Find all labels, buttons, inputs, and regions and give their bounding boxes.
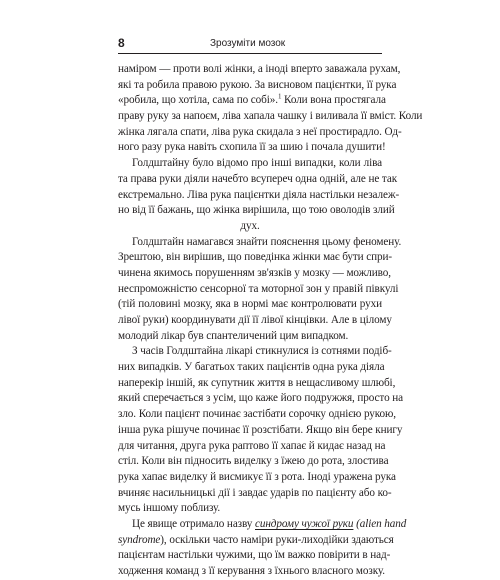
text-line: який сперечається з усім, що каже його подружжя, просто на [118,392,404,405]
text-fragment: «робила, що хотіла, сама по собі». [118,94,278,107]
term-latin-continued: syndrome [118,533,161,546]
text-line: дух. [240,219,260,232]
running-title: Зрозуміти мозок [210,38,286,49]
text-line: Зрештою, він вирішив, що поведінка жінки має бути спри- [118,251,393,264]
text-line: зло. Коли пацієнт починає застібати сорочку однією рукою, [118,408,396,421]
text-line: молодий лікар був спантеличений цим випадком. [118,329,349,342]
text-line: Голдштайн намагався знайти пояснення цьому феномену. [132,235,402,248]
text-line: для читання, друга рука раптово її хапає й кидає назад на [118,439,386,452]
text-line: наперекір іншій, як супутник життя в нещасливому шлюбі, [118,376,396,389]
paragraph-3 [118,235,402,345]
text-line [118,92,386,109]
text-fragment: ), оскільки часто наміри руки-лиходійки здаються [160,533,394,546]
text-line: неспроможністю сенсорної та моторної зон у правій півкулі [118,282,399,295]
term-alien-hand-syndrome: синдрому чужої руки [255,517,354,530]
text-line [118,517,407,533]
text-line: них випадків. У багатьох таких пацієнтів одна рука діяла [118,361,385,374]
paragraph-5 [118,517,407,580]
text-line: наміром — проти волі жінки, а іноді вперто заважала рухам, [118,63,401,75]
text-line: но від її бажань, що жінка вирішила, що тою оволодів злий [118,204,395,217]
text-line: мусь іншому поблизу. [118,502,221,515]
text-line: екстремально. Ліва рука пацієнтки діяла настільки незалеж- [118,188,400,201]
text-fragment: Це явище отримало назву [132,517,255,530]
text-line: які та робила правою рукою. За висновом пацієнтки, її рука [118,78,397,91]
text-line: Голдштайну було відомо про інші випадки, коли ліва [132,157,382,170]
text-line: чинена якимось порушенням зв'язків у мозку — можливо, [118,266,391,279]
body-text [118,62,423,580]
paragraph-1 [118,62,423,156]
page-number: 8 [118,36,125,50]
text-line: інша рука рішуче починає її розстібати. Якщо він бере книгу [118,423,403,436]
paragraph-4 [118,344,404,517]
text-line: рука хапає виделку й висмикує її з рота. Іноді уражена рука [118,470,396,483]
text-fragment: Коли вона простягала [281,94,386,107]
text-line: З часів Голдштайна лікарі стикнулися із сотнями подіб- [132,345,392,358]
text-line: та права руки діяли начебто всупереч одна одній, але не так [118,172,398,185]
text-line: стіл. Коли він підносить виделку з їжею до рота, злостива [118,455,389,468]
paragraph-2 [118,156,400,234]
term-latin: (alien hand [353,517,407,530]
text-line [118,533,394,549]
text-line: ного разу рука навіть схопила її за шию і почала душити! [118,141,386,154]
text-line: лівої руки) координувати дії її лівої кінцівки. Але в цілому [118,314,392,326]
footnote-marker[interactable]: 1 [277,92,282,101]
text-line: ходження команд з її керування з їхнього власного мозку. [118,565,385,577]
text-line: (тій половині мозку, яка в нормі має контролювати рухи [118,298,382,311]
text-line: жінка лягала спати, ліва рука скидала з неї простирадло. Од- [118,125,402,138]
page-header [118,37,382,54]
text-line: вчиняє насильницькі дії і завдає ударів по пацієнту або ко- [118,486,392,499]
text-line: праву руку за напоєм, ліва хапала чашку і виливала її вміст. Коли [118,110,423,123]
text-line: пацієнтам настільки чужими, що їм важко повірити в над- [118,549,391,562]
